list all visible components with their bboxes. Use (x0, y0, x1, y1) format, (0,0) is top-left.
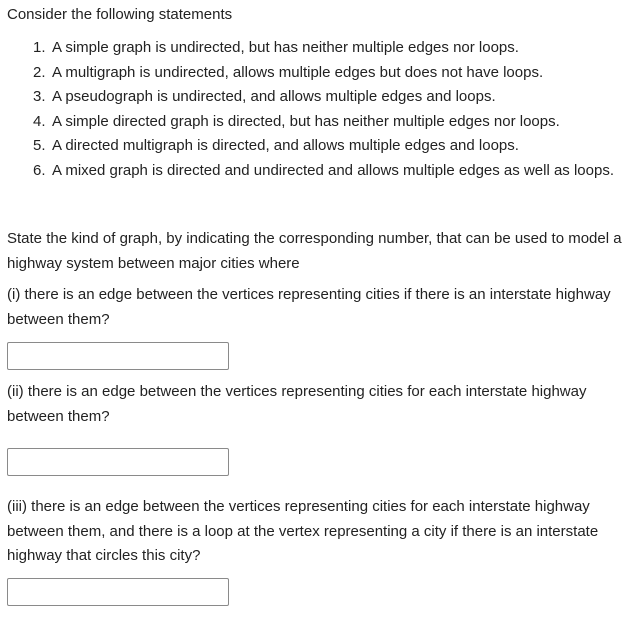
statement-number: 3. (33, 88, 46, 105)
statement-text: A pseudograph is undirected, and allows multiple edges and loops. (52, 88, 496, 105)
statement-list (33, 36, 633, 183)
statement-number: 5. (33, 137, 46, 154)
statement-item (33, 110, 633, 135)
part-2-prompt: (ii) there is an edge between the vertices representing cities for each interstate highway between them? (7, 383, 587, 425)
statement-text: A simple directed graph is directed, but has neither multiple edges nor loops. (52, 112, 560, 130)
question-text: State the kind of graph, by indicating the corresponding number, that can be used to model a highway system between major cities where (7, 230, 622, 272)
statement-number: 6. (33, 161, 46, 179)
part-1-prompt: (i) there is an edge between the vertices representing cities if there is an interstate highway between them? (7, 286, 611, 328)
statement-item (33, 159, 633, 184)
statement-number: 2. (33, 63, 46, 81)
part-3-answer-input[interactable] (7, 578, 229, 606)
statement-item (33, 85, 633, 110)
intro-text: Consider the following statements (7, 6, 233, 23)
statement-item (33, 134, 633, 159)
statement-number: 1. (33, 39, 46, 56)
statement-text: A multigraph is undirected, allows multiple edges but does not have loops. (52, 63, 544, 81)
part-1-answer-input[interactable] (7, 342, 229, 370)
statement-text: A directed multigraph is directed, and allows multiple edges and loops. (52, 137, 519, 154)
statement-item (33, 36, 633, 61)
statement-text: A mixed graph is directed and undirected and allows multiple edges as well as loops. (52, 161, 614, 179)
statement-text: A simple graph is undirected, but has neither multiple edges nor loops. (52, 39, 519, 56)
part-3-prompt: (iii) there is an edge between the vertices representing cities for each interstate highway between them, and there is a loop at the vertex representing a city if there is an interstate highway that circles this city? (7, 498, 599, 564)
statement-item (33, 61, 633, 86)
part-2-answer-input[interactable] (7, 448, 229, 476)
statement-number: 4. (33, 112, 46, 130)
